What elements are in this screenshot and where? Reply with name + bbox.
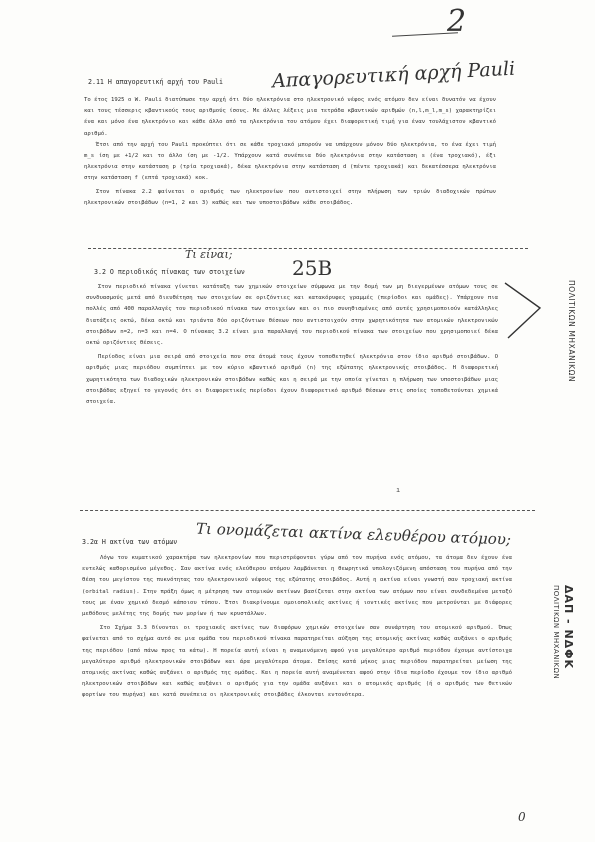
handwritten-note-what-is: Τι είναι; (185, 248, 233, 261)
handwritten-title-pauli: Απαγορευτική αρχή Pauli (271, 57, 516, 93)
section-periodic-text (86, 282, 498, 408)
stamp-subtitle: ΠΟΛΙΤΙΚΩΝ ΜΗΧΑΝΙΚΩΝ (552, 585, 560, 680)
paragraph: Στο Σχήμα 3.3 δίνονται οι τροχιακές ακτίνες των διαφόρων χημικών στοιχείων σαν συνάρτηση του ατομικού αριθμού. Όπως φαίνεται από το σχήμα αυτό σε μια ομάδα του περιοδικού πίνακα παρατηρείται αύξηση της ατομικής ακτίνας καθώς αυξάνει ο αριθμός της περιόδου (από πάνω προς τα κάτω). Η πορεία αυτή είναι η αναμενόμενη αφού για μεγαλύτερο αριθμό περιόδου έχουμε αντίστοιχα μεγαλύτερο αριθμό ηλεκτρονικών στοιβάδων και άρα μεγαλύτερα άτομα. Επίσης κατά μήκος μιας περιόδου παρατηρείται μείωση της ατομικής ακτίνας καθώς αυξάνει ο αριθμός της ομάδας. Και η πορεία αυτή αναμένεται αφού στην ίδια περίοδο έχουμε τον ίδιο αριθμό ηλεκτρονικών στοιβάδων και καθώς αυξάνει ο αριθμός για την ομάδα αυξάνει και ο ατομικός αριθμός (ή ο αριθμός των θετικών φορτίων του πυρήνα) και κατά συνέπεια οι ηλεκτρονικές στοιβάδες έλκονται εντονότερα. (82, 625, 512, 699)
paragraph: Το έτος 1925 ο W. Pauli διατύπωσε την αρχή ότι δύο ηλεκτρόνια στο ηλεκτρονικό νέφος ενός ατόμου δεν είναι δυνατόν να έχουν και τους τέσσερις κβαντικούς τους αριθμούς ίσους. Με άλλες λέξεις μια τετράδα κβαντικών αριθμών (n,l,m_l,m_s) χαρακτηρίζει ένα και μόνο ένα ηλεκτρόνιο και κάθε άλλο από τα ηλεκτρόνια του ατόμου έχει διαφορετική τιμή για έναν τουλάχιστον κβαντικό αριθμό. (84, 97, 496, 137)
margin-arrow-icon (500, 278, 550, 348)
paragraph: Λόγω του κυματικού χαρακτήρα των ηλεκτρονίων που περιστρέφονται γύρω από τον πυρήνα ενός ατόμου, τα άτομα δεν έχουν ένα εντελώς καθορισμένο μέγεθος. Σαν ακτίνα ενός ελεύθερου ατόμου λαμβάνεται η θεωρητικά υπολογιζόμενη απόσταση του πυρήνα από την θέση του μεγίστου της πυκνότητας του ηλεκτρονικού νέφους της εξώτατης στοιβάδος. Αυτή η ακτίνα είναι γνωστή σαν τροχιακή ακτίνα (orbital radius). Στην πράξη όμως η μέτρηση των ατομικών ακτίνων βασίζεται στην ακτίνα των ατόμων που είναι συνδεδεμένα μεταξύ τους με έναν χημικό δεσμό κάποιου τύπου. Έτσι διακρίνουμε ομοιοπολικές ακτίνες ή ιοντικές ακτίνες που μετρούνται με διάφορες μεθόδους μελέτης της δομής των μορίων ή των κρυστάλλων. (82, 555, 512, 618)
paragraph: Περίοδος είναι μια σειρά από στοιχεία που στα άτομά τους έχουν τοποθετηθεί ηλεκτρόνια στον ίδιο αριθμό στοιβάδων. Ο αριθμός μιας περιόδου συμπίπτει με τον κύριο κβαντικό αριθμό (n) της εξώτατης ηλεκτρονικής στοιβάδος. Η διαφορετική χωρητικότητα των διαδοχικών ηλεκτρονικών στοιβάδων καθώς και η σειρά με την οποία γίνεται η πλήρωση των υποστοιβάδων μιας στοιβάδας εξηγεί το γεγονός ότι οι διαφορετικές περίοδοι έχουν διαφορετικό αριθμό θέσεων στις οποίες τοποθετούνται χημικά στοιχεία. (86, 354, 498, 406)
section-heading-atomic-radius: 3.2α Η ακτίνα των ατόμων (82, 538, 178, 546)
section-divider (88, 248, 528, 249)
page-number-mark: 2 (447, 4, 467, 39)
tick-mark: ı (396, 486, 401, 494)
section-heading-pauli: 2.11 Η απαγορευτική αρχή του Pauli (88, 78, 223, 86)
paragraph: Στον περιοδικό πίνακα γίνεται κατάταξη των χημικών στοιχείων σύμφωνα με την δομή των μη διεγερμένων ατόμων τους σε συνδυασμούς μετά από διευθέτηση των στοιχείων σε οριζόντιες και κατακόρυφες γραμμές (περίοδοι και ομάδες). Υπάρχουν πια πολλές από 400 παραλλαγές του περιοδικού πίνακα των στοιχείων και οι πιο συνηθισμένες από αυτές χρησιμοποιούν κατάλληλες διατάξεις οκτώ, δέκα οκτώ και τριάντα δύο οριζόντιων θέσεων που αντιστοιχούν στην χωρητικότητα των ατομικών ηλεκτρονικών στοιβάδων n=2, n=3 και n=4. Ο πίνακας 3.2 είναι μια παραλλαγή του περιοδικού πίνακα των στοιχείων που χρησιμοποιεί δέκα οκτώ οριζόντιες θέσεις. (86, 284, 498, 347)
stamp-title: ΔΑΠ - ΝΔΦΚ (562, 585, 575, 670)
handwritten-number-25b: 25Β (292, 256, 333, 280)
bottom-mark: 0 (518, 810, 526, 824)
section-heading-periodic-table: 3.2 Ο περιοδικός πίνακας των στοιχείων (94, 268, 245, 276)
margin-label-top: ΠΟΛΙΤΙΚΩΝ ΜΗΧΑΝΙΚΩΝ (567, 280, 576, 383)
paragraph: Στον πίνακα 2.2 φαίνεται ο αριθμός των ηλεκτρονίων που αντιστοιχεί στην πλήρωση των τριών διαδοχικών πρώτων ηλεκτρονικών στοιβάδων (n=1, 2 και 3) καθώς και των υποστοιβάδων κάθε στοιβάδος. (84, 188, 496, 206)
section-atomic-radius-text (82, 553, 512, 702)
paragraph: Έτσι από την αρχή του Pauli προκύπτει ότι σε κάθε τροχιακό μπορούν να υπάρχουν μόνον δύο ηλεκτρόνια, το ένα έχει τιμή m_s ίση με +1/2 και το άλλο ίση με -1/2. Υπάρχουν κατά συνέπεια δύο ηλεκτρόνια στην κατάσταση s (ένα τροχιακό), έξι ηλεκτρόνια στην κατάσταση p (τρία τροχιακά), δέκα ηλεκτρόνια στην κατάσταση d (πέντε τροχιακά) και δεκατέσσερα ηλεκτρόνια στην κατάσταση f (επτά τροχιακά) κοκ. (84, 141, 496, 182)
section-pauli-text (84, 95, 496, 209)
handwritten-title-atomic-radius: Τι ονομάζεται ακτίνα ελευθέρου ατόμου; (195, 519, 512, 549)
section-divider (80, 510, 535, 511)
